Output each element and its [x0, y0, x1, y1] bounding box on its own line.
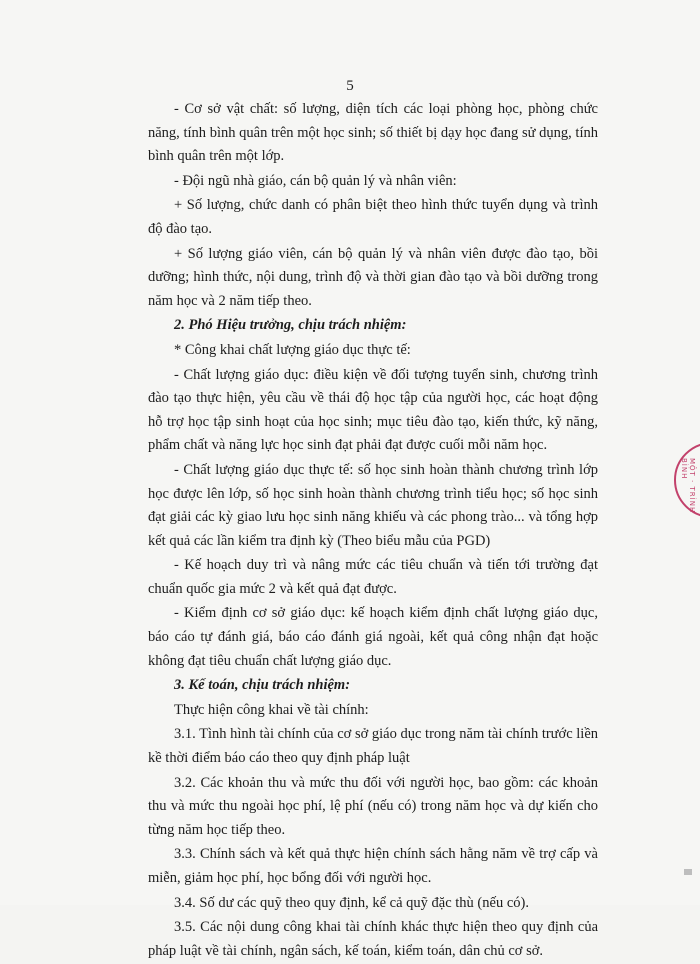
document-body — [148, 98, 598, 964]
paragraph-finance-3-4: 3.4. Số dư các quỹ theo quy định, kể cả quỹ đặc thù (nếu có). — [174, 894, 529, 911]
paragraph-finance-3-5: 3.5. Các nội dung công khai tài chính khác thực hiện theo quy định của pháp luật về tài chính, ngân sách, kế toán, kiểm toán, dân chủ cơ sở. — [148, 919, 598, 959]
paragraph-finance-3-1: 3.1. Tình hình tài chính của cơ sở giáo dục trong năm tài chính trước liền kề thời điểm báo cáo theo quy định pháp luật — [148, 726, 599, 767]
heading-vice-principal: 2. Phó Hiệu trưởng, chịu trách nhiệm: — [174, 317, 407, 334]
paragraph-education-quality: - Chất lượng giáo dục: điều kiện về đối tượng tuyển sinh, chương trình đào tạo thực hiện, yêu cầu về thái độ học tập của người học, các hoạt động hỗ trợ học tập sinh hoạt của học sinh; mục tiêu đào tạo, kiến thức, kỹ năng, phẩm chất và năng lực học sinh đạt phải đạt được cuối mỗi năm học. — [148, 366, 598, 454]
scan-corner-mark — [684, 869, 692, 875]
paragraph-finance-intro: Thực hiện công khai về tài chính: — [174, 701, 369, 718]
paragraph-facilities: - Cơ sở vật chất: số lượng, diện tích các loại phòng học, phòng chức năng, tính bình quân trên một học sinh; số thiết bị dạy học đang sử dụng, tính bình quân trên một lớp. — [148, 101, 598, 165]
page-number: 5 — [346, 78, 354, 94]
paragraph-accreditation: - Kiểm định cơ sở giáo dục: kế hoạch kiểm định chất lượng giáo dục, báo cáo tự đánh giá, báo cáo đánh giá ngoài, kết quả công nhận đạt hoặc không đạt tiêu chuẩn chất lượng giáo dục. — [148, 605, 598, 669]
seal-text: MỘT · TRÌNH BÌNH — [680, 458, 696, 514]
heading-accountant: 3. Kế toán, chịu trách nhiệm: — [174, 677, 351, 694]
paragraph-actual-quality: - Chất lượng giáo dục thực tế: số học sinh hoàn thành chương trình lớp học được lên lớp, số học sinh hoàn thành chương trình tiểu học; số học sinh đạt giải các kỳ giao lưu học sinh năng khiếu và các phong trào... và tổng hợp kết quả các lần kiểm tra định kỳ (Theo biểu mẫu của PGD) — [148, 461, 598, 549]
official-seal-stamp — [674, 442, 700, 518]
paragraph-staff: - Đội ngũ nhà giáo, cán bộ quản lý và nhân viên: — [174, 172, 457, 189]
paragraph-finance-3-2: 3.2. Các khoản thu và mức thu đối với người học, bao gồm: các khoản thu và mức thu ngoài học phí, lệ phí (nếu có) trong năm học và dự kiến cho từng năm học tiếp theo. — [148, 774, 598, 838]
paragraph-standards-plan: - Kế hoạch duy trì và nâng mức các tiêu chuẩn và tiến tới trường đạt chuẩn quốc gia mức 2 và kết quả đạt được. — [148, 557, 598, 597]
paragraph-staff-count: + Số lượng, chức danh có phân biệt theo hình thức tuyển dụng và trình độ đào tạo. — [148, 197, 598, 237]
paragraph-staff-training: + Số lượng giáo viên, cán bộ quản lý và nhân viên được đào tạo, bồi dưỡng; hình thức, nội dung, trình độ và thời gian đào tạo và bồi dưỡng trong năm học và 2 năm tiếp theo. — [148, 245, 598, 309]
paragraph-quality-disclosure: * Công khai chất lượng giáo dục thực tế: — [174, 341, 411, 358]
paragraph-finance-3-3: 3.3. Chính sách và kết quả thực hiện chính sách hằng năm về trợ cấp và miễn, giảm học phí, học bổng đối với người học. — [148, 846, 598, 886]
